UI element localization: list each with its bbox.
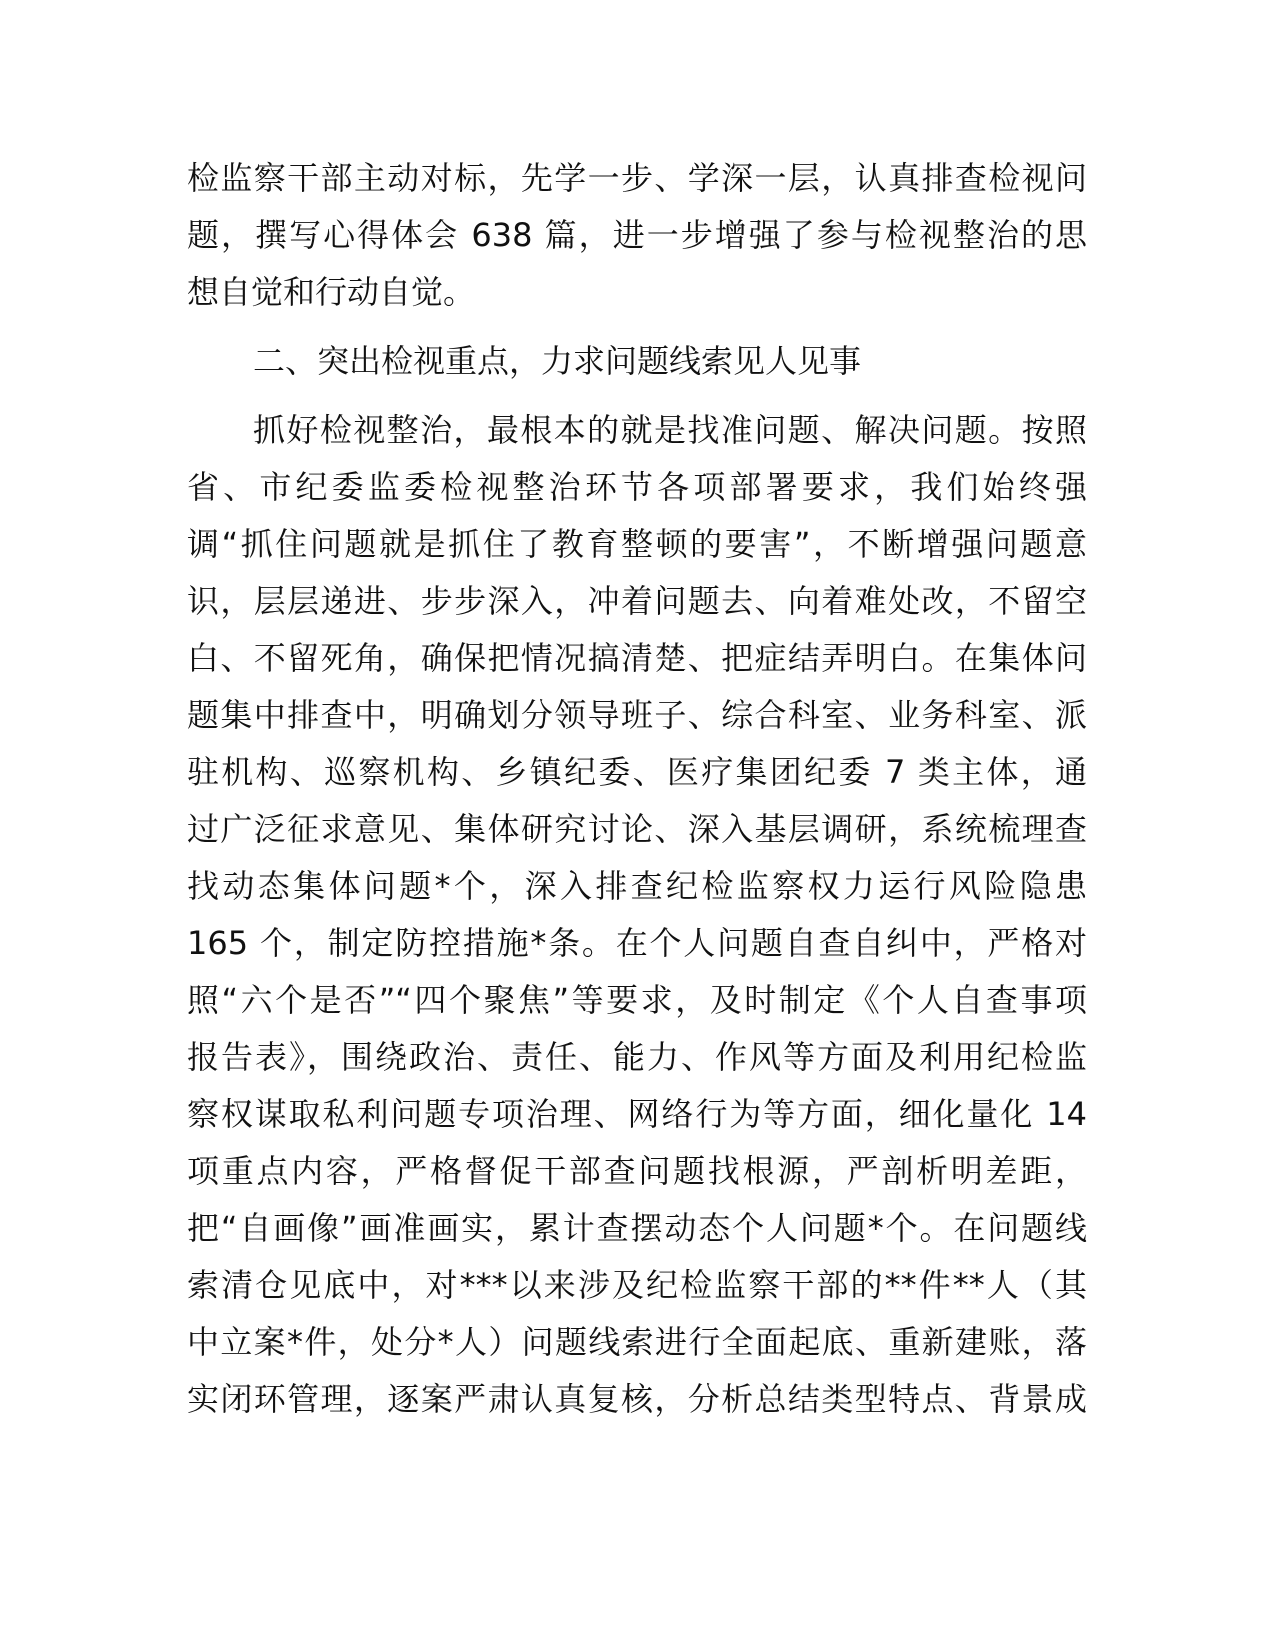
document-body (187, 150, 1087, 1428)
section-heading: 二、突出检视重点，力求问题线索见人见事 (253, 342, 862, 380)
text-line: 把“自画像”画准画实，累计查摆动态个人问题*个。在问题线 (187, 1209, 1087, 1247)
text-line: 项重点内容，严格督促干部查问题找根源，严剖析明差距， (187, 1152, 1087, 1190)
text-line: 题，撰写心得体会 638 篇，进一步增强了参与检视整治的思 (187, 216, 1087, 254)
text-line: 165 个，制定防控措施*条。在个人问题自查自纠中，严格对 (187, 924, 1087, 962)
text-line: 找动态集体问题*个，深入排查纪检监察权力运行风险隐患 (187, 867, 1087, 905)
text-line: 检监察干部主动对标，先学一步、学深一层，认真排查检视问 (187, 159, 1087, 197)
text-line: 想自觉和行动自觉。 (187, 273, 476, 311)
text-line: 过广泛征求意见、集体研究讨论、深入基层调研，系统梳理查 (187, 810, 1087, 848)
text-line: 调“抓住问题就是抓住了教育整顿的要害”，不断增强问题意 (187, 525, 1087, 563)
text-line: 驻机构、巡察机构、乡镇纪委、医疗集团纪委 7 类主体，通 (187, 753, 1087, 791)
text-line: 察权谋取私利问题专项治理、网络行为等方面，细化量化 14 (187, 1095, 1087, 1133)
text-line: 照“六个是否”“四个聚焦”等要求，及时制定《个人自查事项 (187, 981, 1087, 1019)
text-line: 省、市纪委监委检视整治环节各项部署要求，我们始终强 (187, 468, 1087, 506)
text-line: 识，层层递进、步步深入，冲着问题去、向着难处改，不留空 (187, 582, 1087, 620)
text-line: 白、不留死角，确保把情况搞清楚、把症结弄明白。在集体问 (187, 639, 1087, 677)
text-line: 报告表》，围绕政治、责任、能力、作风等方面及利用纪检监 (187, 1038, 1087, 1076)
paragraph-continuation (187, 150, 1087, 321)
text-line: 中立案*件，处分*人）问题线索进行全面起底、重新建账，落 (187, 1323, 1087, 1361)
text-line: 题集中排查中，明确划分领导班子、综合科室、业务科室、派 (187, 696, 1087, 734)
body-paragraph (187, 402, 1087, 1428)
text-line: 索清仓见底中，对***以来涉及纪检监察干部的**件**人（其 (187, 1266, 1087, 1304)
text-line: 实闭环管理，逐案严肃认真复核，分析总结类型特点、背景成 (187, 1380, 1087, 1418)
text-line: 抓好检视整治，最根本的就是找准问题、解决问题。按照 (253, 411, 1087, 449)
